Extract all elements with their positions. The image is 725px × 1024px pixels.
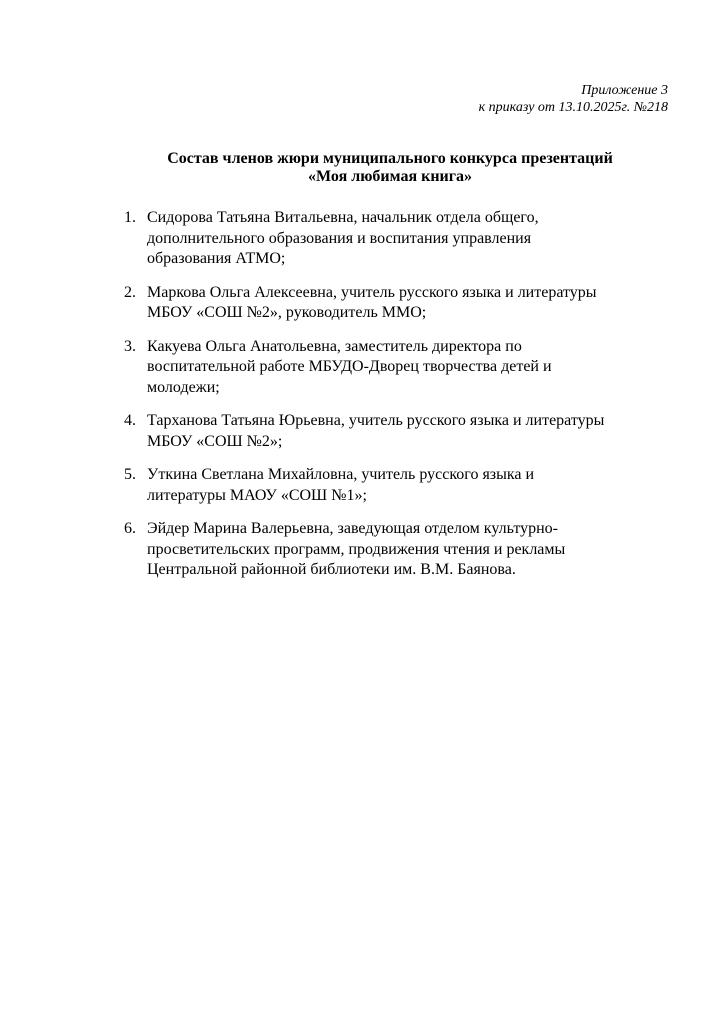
jury-members-list (110, 208, 670, 594)
item-number: 5. (124, 466, 136, 483)
item-number: 6. (124, 520, 136, 537)
title-line-2: «Моя любимая книга» (307, 168, 473, 185)
order-reference: к приказу от 13.10.2025г. №218 (478, 100, 668, 115)
item-number: 2. (124, 283, 136, 301)
appendix-label: Приложение 3 (581, 83, 668, 98)
appendix-header (479, 82, 668, 116)
item-text: Уткина Светлана Михайловна, учитель русского языка и литературы МАОУ «СОШ №1»; (147, 466, 535, 504)
list-item (110, 465, 670, 506)
item-text: Какуева Ольга Анатольевна, заместитель директора по воспитательной работе МБУДО-Дворец творчества детей и молодежи; (147, 337, 552, 396)
item-number: 1. (124, 209, 136, 226)
item-text: Маркова Ольга Алексеевна, учитель русского языка и литературы МБОУ «СОШ №2», руководитель ММО; (147, 283, 597, 321)
title-line-1: Состав членов жюри муниципального конкурса презентаций (167, 150, 613, 167)
document-title (100, 150, 680, 186)
list-item (110, 208, 670, 270)
item-text: Тарханова Татьяна Юрьевна, учитель русского языка и литературы МБОУ «СОШ №2»; (147, 412, 605, 450)
item-number: 4. (124, 412, 136, 429)
item-number: 3. (124, 337, 136, 355)
list-item (110, 337, 670, 399)
list-item (110, 283, 670, 324)
item-text: Эйдер Марина Валерьевна, заведующая отделом культурно- просветительских программ, продвижения чтения и рекламы Центральной районной библиотеки им. В.М. Баянова. (147, 520, 566, 578)
list-item (110, 519, 670, 581)
item-text: Сидорова Татьяна Витальевна, начальник отдела общего, дополнительного образования и воспитания управления образования АТМО; (147, 209, 539, 267)
list-item (110, 411, 670, 452)
